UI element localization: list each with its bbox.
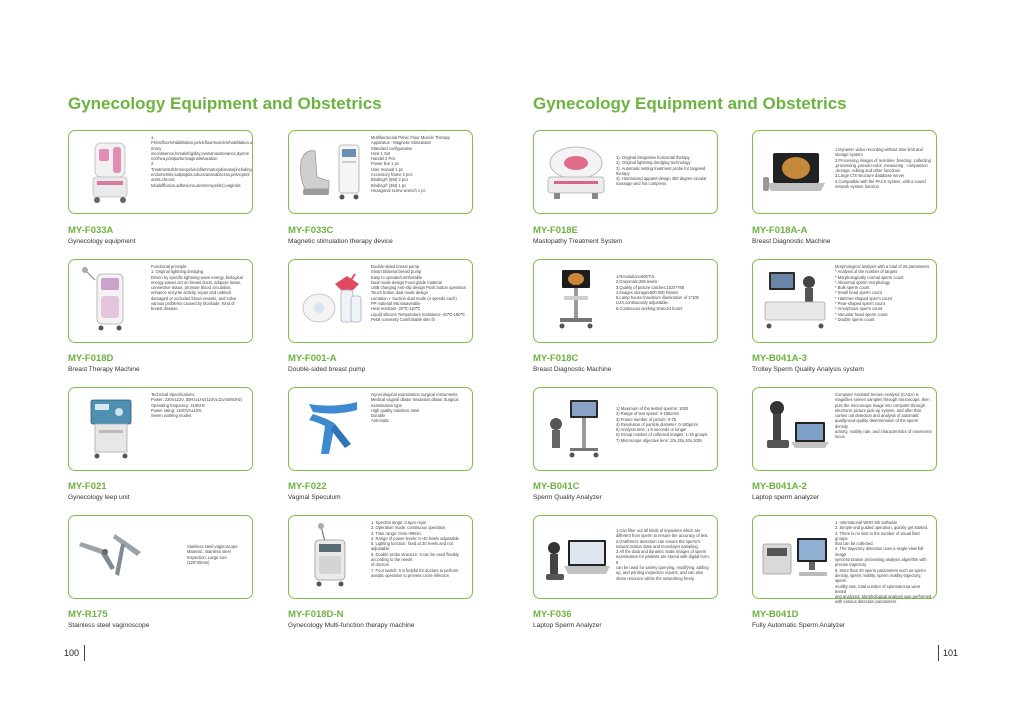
product-description: 1. Pelvicfloorrehabilitation,pelvicfloormusclerehabilitation,u rinary incontinence,femalefrigidity,ovariamaintenance,dysme norrhea,postpartumvaginalrelaxation 2. Treatmentofchronicpelvicinflammatorydisease(including endometritis,salpingitis,tuboovarianabscess,pelvicperit onitis,chronic tubalefflusion,adhesions,uterinemyositis),vaginitis [151,135,253,188]
page-number-divider [84,645,85,661]
product-name: Laptop Sperm Analyzer [533,622,602,629]
magnetic-therapy-device-image [295,137,367,207]
product-card-my-f021 [68,387,253,471]
product-description: Multifunctional Pelvic Floor Muscle Therapy Apparatus - Magnetic Stimulation Standard configuration Host 1 Set Handel 2 Pcs Power line 1 pc User manual 1 pc Accessory frame 2 pcs Binding® (5M) 2 pcs Binding® (3M) 1 pc Hexagonal screw wrench 1 pc [371,135,450,193]
product-description: Stainless steel vaginoscope Material:: stainless steel Inspection: Large size (120*40mm) [187,544,238,565]
product-description: Technical Specifications Power: 220V±22V, 50Hz±1Hz(110V±11V,50/60Hz) Operating frequency: 410KHz Power rating: 110OVA±10% Seven working modes [151,392,243,419]
sperm-quality-analyzer-image [540,394,612,464]
trolley-sperm-analysis-image [759,266,831,336]
product-code: MY-F018C [533,353,579,364]
left-page-title: Gynecology Equipment and Obstetrics [68,94,382,113]
product-card-my-f033c [288,130,473,214]
fully-automatic-sperm-analyzer-image [759,522,831,592]
product-code: MY-F018A-A [752,225,808,236]
product-card-my-b041d [752,515,937,605]
product-name: Vaginal Speculum [288,494,341,501]
product-description: Functional principle: 1. Original lightning dredging Driven by specific lightning wave energy, biological energy waves act on breast ducts, adipose tissue, connective tissue, promote blood circulation, enhance enzyme activity, repair and unblock damaged or occluded blood vessels, and solve various problems caused by blockade. Kind of breast disease. [151,264,243,312]
product-card-my-f018c [533,259,718,343]
product-description: Double-sided breast pump Smart bilateral breast pump Easy to operate/comfortable Dual mode design Food grade material USB charging Anti-slip design Push button operation Touch button dual mode design Lactation + Suction dual mode (4 speeds each) PP material Microwaveable Heat resistant -20℃-110℃ Liquid silicone Temperature resistance -40℃-180℃ Petal convexity Comfortable skin fit [371,264,467,322]
product-name: Fully Automatic Sperm Analyzer [752,622,846,629]
product-code: MY-B041C [533,481,580,492]
product-name: Laptop sperm analyzer [752,494,820,501]
product-card-my-f036 [533,515,718,599]
product-description: 1.Dynamic video recording without time limit and storage system 2.Processing images of real-time ,freezing ,collecting ,processing ,pseudo-color ,measuring , comparison ,storage, editing and other functions 3.Large C/S structure database server 4.Compatible with the PACS system, with a sound network system function [835,147,931,190]
gynecology-equipment-image [75,137,147,207]
product-card-my-b041a-3 [752,259,937,343]
product-description: 1.Can filter out all kinds of impurities which are different from sperm to ensure the accuracy of test. 2.Gratfreeze detection can ensure the sperm's natural motion state and monolayer sampling. 3.All the data and dynamic static images of sperm examination for patients are stored with digital form. It can be used for variety querying, modifying, adding up, and printing inspection reports, and can also share resource within the networking freely. [616,528,710,581]
product-name: Gynecology equipment [68,238,136,245]
laptop-sperm-analyzer-image [540,522,612,592]
product-description: 1). Original integrative horizontal therapy 2). Original lightning dredging technology 3). Automatic setting treatment probe for targeted therapy 4). Humanized apparel design 360 degree circular massage and hot compress [616,155,707,187]
product-code: MY-F033A [68,225,114,236]
product-name: Stainless steel vaginoscope [68,622,150,629]
product-card-my-f001-a [288,259,473,343]
product-code: MY-F018D [68,353,114,364]
product-card-my-b041c [533,387,718,471]
product-code: MY-F022 [288,481,327,492]
product-description: 1) Maximum of the tested sperms: 1000 2) Range of test speed: 0-180um/s 3) Frame number of picture: 0-75 4) Resolution of particle diameter: 0-180μm/s 5) Analysis time: 1-5 seconds or longer 6) Group number of collected images: 1-15 groups 7) Microscope objective lens: 10x,20x,40x,100x [616,406,708,443]
product-name: Gynecology leep unit [68,494,130,501]
product-code: MY-F021 [68,481,107,492]
product-description: 1.Resolution≥600TVL 2.Grayscale:256 levels 3.Quality of picture catches:1024*768 4.Images storage≥600,000 frames 5.Lamp house:maximum illumination of 1*105 LUX,continuously adjustable. 6.Continuous working time≥24 hours [616,274,699,311]
product-code: MY-B041D [752,609,799,620]
product-card-my-r175 [68,515,253,599]
page-number-divider [938,645,939,661]
product-code: MY-B041A-2 [752,481,807,492]
product-code: MY-F033C [288,225,334,236]
product-card-my-f018d-n [288,515,473,599]
product-card-my-f022 [288,387,473,471]
page-number-right: 101 [943,648,959,658]
multi-function-therapy-machine-image [295,522,367,592]
breast-diagnostic-laptop-image [759,137,831,207]
breast-therapy-machine-image [75,266,147,336]
product-code: MY-B041A-3 [752,353,807,364]
breast-pump-image [295,266,367,336]
product-description: 1. International WHO 5th Software 2. Simple and guided operation, quickly get started. 3. There is no limit to the number of visual field groups that can be collected. 4. The trajectory detection uses a single-view full-image synchronization processing analysis algorithm with precise trajectory. 5. More than 30 sperm parameters such as sperm density, sperm motility, sperm motility trajectory, sperm motility rate, total number of spermatozoa were tested and analyzed. Morphological analysis was performed with various detection parameters. [835,520,932,605]
product-description: Computer Assisted Semen Analysis (CASA) is magnifies semen samples through microscope, then puts the microscope image into computer through electronic picture pick-up system, and after that carries out detection and analysis of automatic quality-and-quality-determination of the sperm density activity, motility rate, and characteristics of movement locus. [835,392,932,440]
product-name: Gynecology Multi-function therapy machine [288,622,415,629]
product-name: Trolley Sperm Quality Analysis system [752,366,864,373]
product-code: MY-F036 [533,609,572,620]
product-description: Morphological analysis with a total of 26 parameters * Analysis of the number of targets * Morphologically normal sperm count * Abnormal sperm morphology * Bulk sperm count * Small head sperm count * Hammer-shaped sperm count * Pear-shaped sperm count * Amorphous sperm count * Vacuolar head sperm count * Double sperm count [835,264,930,322]
right-page-title: Gynecology Equipment and Obstetrics [533,94,847,113]
product-code: MY-R175 [68,609,108,620]
product-name: Mastopathy Treatment System [533,238,623,245]
mastopathy-treatment-system-image [540,137,612,207]
product-card-my-b041a-2 [752,387,937,471]
product-name: Magnetic stimulation therapy device [288,238,393,245]
product-card-my-f018a-a [752,130,937,214]
product-name: Double-sided breast pump [288,366,366,373]
product-code: MY-F018D-N [288,609,344,620]
product-card-my-f033a [68,130,253,214]
product-code: MY-F001-A [288,353,337,364]
product-card-my-f018d [68,259,253,343]
vaginal-speculum-image [295,394,367,464]
product-name: Breast Diagnostic Machine [752,238,831,245]
product-name: Sperm Quality Analyzer [533,494,602,501]
product-name: Breast Therapy Machine [68,366,140,373]
product-code: MY-F018E [533,225,578,236]
product-name: Breast Diagnostic Machine [533,366,612,373]
laptop-sperm-analyzer-image [759,394,831,464]
vaginoscope-image [75,522,147,592]
page-number-left: 100 [64,648,80,658]
leep-unit-image [75,394,147,464]
breast-diagnostic-trolley-image [540,266,612,336]
product-description: 1. Spectral range: 0.6μm~3μm 2. Operation mode: continuous operation 3. Time range: 0min~99min 4. Range of power levels: 0~40 levels adjustable 5. Lighting function: fixed at 30 levels and not adjustable 6. Double probe structure: It can be used flexibly according to the needs of doctors 7. Foot switch: It is helpful for doctors to perform aseptic operation to prevent cross-infection [371,520,459,578]
product-description: Gynecological examination surgical instruments Medical vaginal dilator Insulation dilator Surgical examination type High quality stainless steel Durable Anti-static [371,392,459,424]
product-card-my-f018e [533,130,718,214]
